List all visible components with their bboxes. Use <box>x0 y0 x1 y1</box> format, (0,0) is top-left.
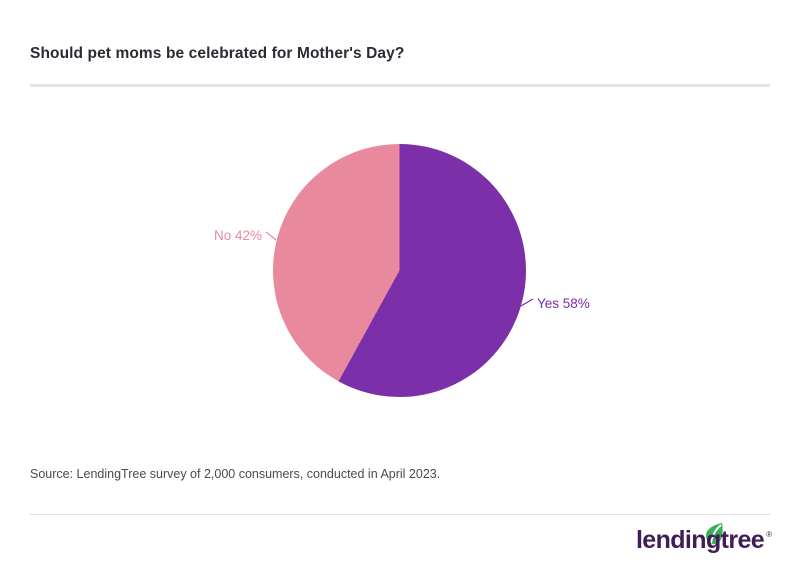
logo-registered-mark: ® <box>766 530 772 539</box>
pie-chart <box>0 100 800 430</box>
pie-chart-graphic <box>273 144 526 397</box>
pie-label-no: No 42% <box>214 228 263 243</box>
logo-text: lendingtree <box>635 526 765 554</box>
page-title: Should pet moms be celebrated for Mother's Day? <box>30 45 405 62</box>
lendingtree-logo <box>636 528 772 553</box>
pie-label-yes: Yes 58% <box>537 296 590 311</box>
divider-top <box>30 84 770 87</box>
pie-slices <box>273 144 526 397</box>
leader-line-no <box>266 230 282 242</box>
divider-bottom <box>30 514 770 515</box>
source-note: Source: LendingTree survey of 2,000 consumers, conducted in April 2023. <box>30 467 441 481</box>
leader-line-yes <box>521 296 537 308</box>
